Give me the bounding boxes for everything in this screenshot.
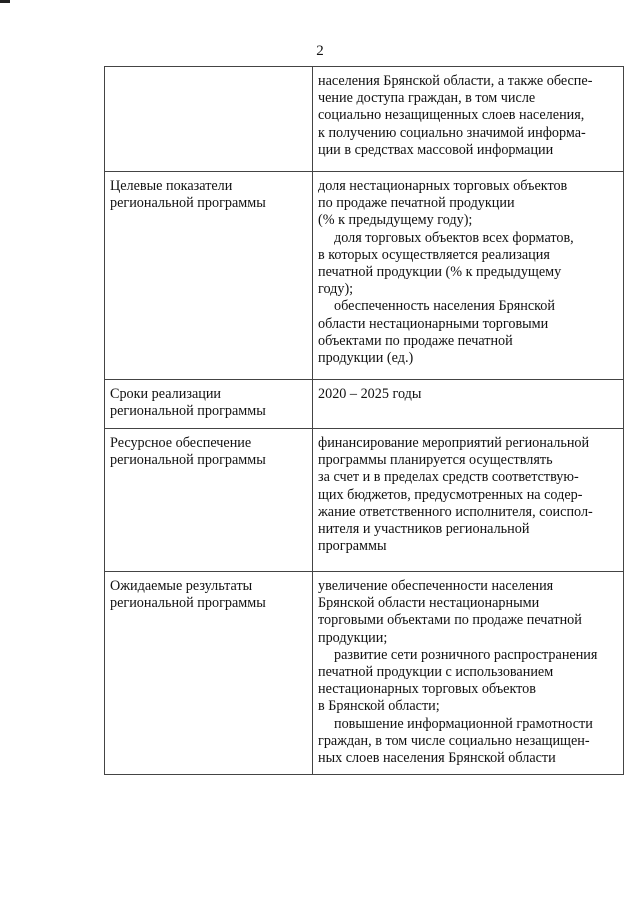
row-value-line: увеличение обеспеченности населения xyxy=(318,578,554,594)
row-label-cell xyxy=(105,172,313,380)
table-body xyxy=(105,67,624,775)
row-label-line: Ресурсное обеспечение xyxy=(110,435,252,451)
row-value-line: за счет и в пределах средств соответствую- xyxy=(318,469,579,486)
page-number: 2 xyxy=(316,43,324,59)
row-value-line: (% к предыдущему году); xyxy=(318,212,473,229)
row-value-line: году); xyxy=(318,281,354,298)
table-row xyxy=(105,572,624,775)
row-label-line: Ожидаемые результаты xyxy=(110,578,253,594)
row-value-line: нестационарных торговых объектов xyxy=(318,681,536,698)
row-value-line: программы планируется осуществлять xyxy=(318,452,553,469)
row-value-line: Брянской области нестационарными xyxy=(318,595,540,612)
table-row xyxy=(105,172,624,380)
row-label-cell xyxy=(105,67,313,172)
table-row xyxy=(105,67,624,172)
row-value-line: жание ответственного исполнителя, соиспол- xyxy=(318,503,593,520)
row-value-line: финансирование мероприятий региональной xyxy=(318,435,590,451)
row-value-line: ных слоев населения Брянской области xyxy=(318,750,556,767)
row-label-line: региональной программы xyxy=(110,452,266,469)
row-value-line: печатной продукции (% к предыдущему xyxy=(318,264,562,281)
row-value-line: развитие сети розничного распространения xyxy=(334,646,598,663)
table-row xyxy=(105,429,624,572)
row-value-line: в Брянской области; xyxy=(318,698,440,715)
row-label-line: региональной программы xyxy=(110,595,266,612)
row-value-line: программы xyxy=(318,538,387,555)
row-value-cell xyxy=(313,67,624,172)
row-value-line: населения Брянской области, а также обеспе- xyxy=(318,73,593,89)
row-value-line: 2020 – 2025 годы xyxy=(318,386,422,402)
row-value-line: объектами по продаже печатной xyxy=(318,332,513,349)
row-label-line: Целевые показатели xyxy=(110,178,233,194)
scan-corner-mark xyxy=(0,0,10,3)
row-value-line: ции в средствах массовой информации xyxy=(318,141,554,158)
row-label-line: региональной программы xyxy=(110,195,266,212)
row-label-line: Сроки реализации xyxy=(110,386,222,402)
row-value-line: продукции (ед.) xyxy=(318,350,414,367)
row-value-line: продукции; xyxy=(318,629,388,646)
row-value-line: щих бюджетов, предусмотренных на содер- xyxy=(318,486,583,503)
row-value-line: обеспеченность населения Брянской xyxy=(334,298,555,315)
row-value-line: граждан, в том числе социально незащищен- xyxy=(318,732,590,749)
row-value-cell xyxy=(313,429,624,572)
row-value-line: к получению социально значимой информа- xyxy=(318,124,586,141)
row-value-cell xyxy=(313,380,624,429)
row-value-line: социально незащищенных слоев населения, xyxy=(318,107,585,124)
row-value-line: области нестационарными торговыми xyxy=(318,315,549,332)
row-value-line: печатной продукции с использованием xyxy=(318,664,554,681)
row-label-line: региональной программы xyxy=(110,403,266,420)
row-value-cell xyxy=(313,572,624,775)
row-value-line: нителя и участников региональной xyxy=(318,521,530,538)
row-value-line: доля торговых объектов всех форматов, xyxy=(334,229,574,246)
row-value-line: по продаже печатной продукции xyxy=(318,195,515,212)
table-row xyxy=(105,380,624,429)
row-value-line: торговыми объектами по продаже печатной xyxy=(318,612,582,629)
program-passport-table xyxy=(104,66,624,775)
row-value-line: доля нестационарных торговых объектов xyxy=(318,178,568,194)
row-value-cell xyxy=(313,172,624,380)
row-value-line: повышение информационной грамотности xyxy=(334,715,593,732)
row-value-line: в которых осуществляется реализация xyxy=(318,246,550,263)
row-label-cell xyxy=(105,429,313,572)
row-label-cell xyxy=(105,572,313,775)
row-value-line: чение доступа граждан, в том числе xyxy=(318,90,536,107)
row-label-cell xyxy=(105,380,313,429)
